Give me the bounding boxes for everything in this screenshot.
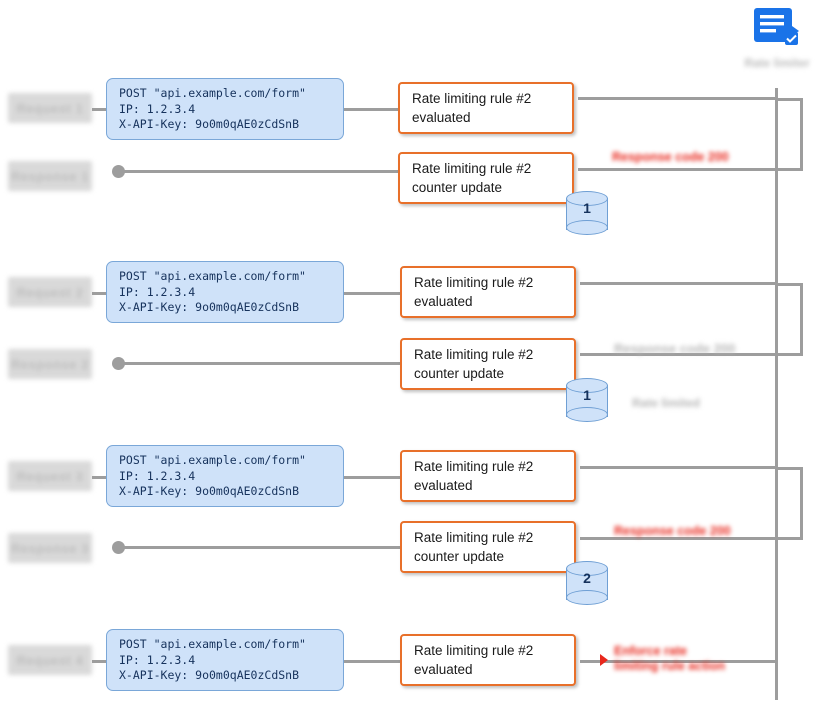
request-box-2: POST "api.example.com/form" IP: 1.2.3.4 X-API-Key: 9o0m0qAE0zCdSnB [106,261,344,323]
response-2-note-2: Rate limited [632,396,701,410]
rule-box-7-line2: evaluated [414,662,473,677]
row-label-response-1: Response 1 [8,161,92,191]
connector-resp2-rule [120,362,400,365]
bus-branch-2-top [775,283,803,286]
row-label-request-2: Request 2 [8,277,92,307]
rule-box-2-line2: counter update [412,180,503,195]
rule-box-7 [400,634,576,686]
counter-db-3 [566,560,608,606]
rule-box-1 [398,82,574,134]
rule-box-5-line1: Rate limiting rule #2 [414,459,534,474]
rule-box-4-line2: counter update [414,366,505,381]
rule-box-1-line2: evaluated [412,110,471,125]
counter-db-2 [566,377,608,423]
rule-box-5 [400,450,576,502]
connector-resp3-rule [120,546,400,549]
bus-branch-3-bottom [775,537,803,540]
rule-box-4-line1: Rate limiting rule #2 [414,347,534,362]
row-label-response-3: Response 3 [8,533,92,563]
bus-branch-1-bottom [775,168,803,171]
rule-box-5-line2: evaluated [414,478,473,493]
row-label-request-4: Request 4 [8,645,92,675]
response-3-note: Response code 200 [614,524,731,538]
rate-limiter-icon-label: Rate limiter [744,56,810,70]
connector-req1-rule [344,108,398,111]
enforce-arrow-icon [600,654,608,666]
connector-req4-label [92,660,106,663]
rule-box-6-line1: Rate limiting rule #2 [414,530,534,545]
rule-box-3-line2: evaluated [414,294,473,309]
rate-limiter-icon [752,6,800,57]
main-vertical-bus [775,88,778,700]
counter-db-1-value: 1 [583,200,591,216]
row-label-request-1: Request 1 [8,93,92,123]
rule-box-6 [400,521,576,573]
rule-box-7-line1: Rate limiting rule #2 [414,643,534,658]
row-label-request-3: Request 3 [8,461,92,491]
request-box-1: POST "api.example.com/form" IP: 1.2.3.4 X-API-Key: 9o0m0qAE0zCdSnB [106,78,344,140]
bus-branch-2-bottom [775,353,803,356]
request-box-3: POST "api.example.com/form" IP: 1.2.3.4 X-API-Key: 9o0m0qAE0zCdSnB [106,445,344,507]
request-box-4: POST "api.example.com/form" IP: 1.2.3.4 X-API-Key: 9o0m0qAE0zCdSnB [106,629,344,691]
bus-branch-2-side [800,283,803,355]
response-1-note: Response code 200 [612,150,729,164]
connector-req2-rule [344,292,400,295]
counter-db-2-value: 1 [583,387,591,403]
connector-resp1-rule [120,170,398,173]
rule-box-1-line1: Rate limiting rule #2 [412,91,532,106]
connector-resp1-bus [578,168,776,171]
response-2-note-1: Response code 200 [614,341,736,356]
bus-branch-3-side [800,467,803,539]
bus-branch-3-top [775,467,803,470]
rule-box-4 [400,338,576,390]
row-label-response-2: Response 2 [8,349,92,379]
connector-rule5-bus [580,466,776,469]
connector-req3-rule [344,476,400,479]
connector-req3-label [92,476,106,479]
connector-rule1-bus [578,97,776,100]
connector-req1-label [92,108,106,111]
connector-req2-label [92,292,106,295]
rule-box-2 [398,152,574,204]
rule-box-3 [400,266,576,318]
rule-box-6-line2: counter update [414,549,505,564]
counter-db-1 [566,190,608,236]
connector-req4-rule [344,660,400,663]
rule-box-3-line1: Rate limiting rule #2 [414,275,534,290]
bus-branch-1-top [775,98,803,101]
counter-db-3-value: 2 [583,570,591,586]
request-4-note: Enforce rate limiting rule action [614,644,726,673]
connector-rule3-bus [580,282,776,285]
rule-box-2-line1: Rate limiting rule #2 [412,161,532,176]
bus-branch-1-side [800,98,803,170]
